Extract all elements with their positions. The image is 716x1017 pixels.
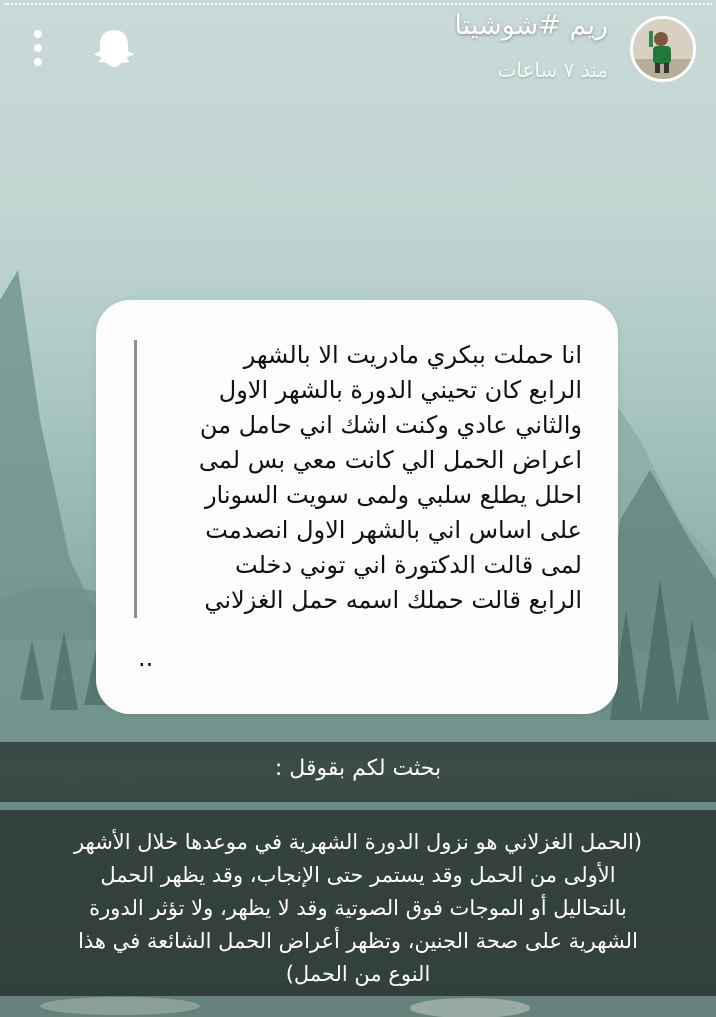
quote-bar (134, 340, 137, 618)
story-line: احلل يطلع سلبي ولمى سويت السونار (204, 481, 582, 509)
caption-line: بالتحاليل أو الموجات فوق الصوتية وقد لا يظهر، ولا تؤثر الدورة (89, 896, 627, 920)
ghost-icon[interactable] (90, 26, 138, 70)
story-text (148, 338, 582, 618)
caption-band-2 (0, 810, 716, 996)
story-line: الرابع قالت حملك اسمه حمل الغزلاني (204, 586, 582, 614)
caption-2 (30, 826, 686, 991)
story-trailing-dots: .. (138, 644, 154, 672)
caption-1: بحثت لكم بقوقل : (274, 756, 442, 781)
story-line: لمى قالت الدكتورة اني توني دخلت (235, 551, 582, 579)
username[interactable]: ريم #شوشيتا (454, 10, 608, 41)
avatar-image (633, 19, 693, 79)
more-vertical-icon[interactable] (24, 28, 52, 68)
story-line: اعراض الحمل الي كانت معي بس لمى (198, 446, 582, 474)
story-line: الرابع كان تحيني الدورة بالشهر الاول (218, 376, 582, 404)
caption-line: (الحمل الغزلاني هو نزول الدورة الشهرية في موعدها خلال الأشهر (73, 830, 643, 854)
story-line: انا حملت ببكري مادريت الا بالشهر (243, 341, 582, 369)
caption-line: النوع من الحمل) (285, 962, 431, 986)
caption-line: الأولى من الحمل وقد يستمر حتى الإنجاب، وقد يظهر الحمل (100, 863, 616, 887)
caption-line: الشهرية على صحة الجنين، وتظهر أعراض الحمل الشائعة في هذا (78, 929, 638, 953)
avatar[interactable] (630, 16, 696, 82)
story-text-card (96, 300, 618, 714)
caption-band-1 (0, 742, 716, 802)
top-dotted-border (4, 3, 712, 5)
story-line: والثاني عادي وكنت اشك اني حامل من (199, 411, 582, 439)
post-time: منذ ٧ ساعات (497, 58, 608, 82)
story-line: على اساس اني بالشهر الاول انصدمت (205, 516, 582, 544)
